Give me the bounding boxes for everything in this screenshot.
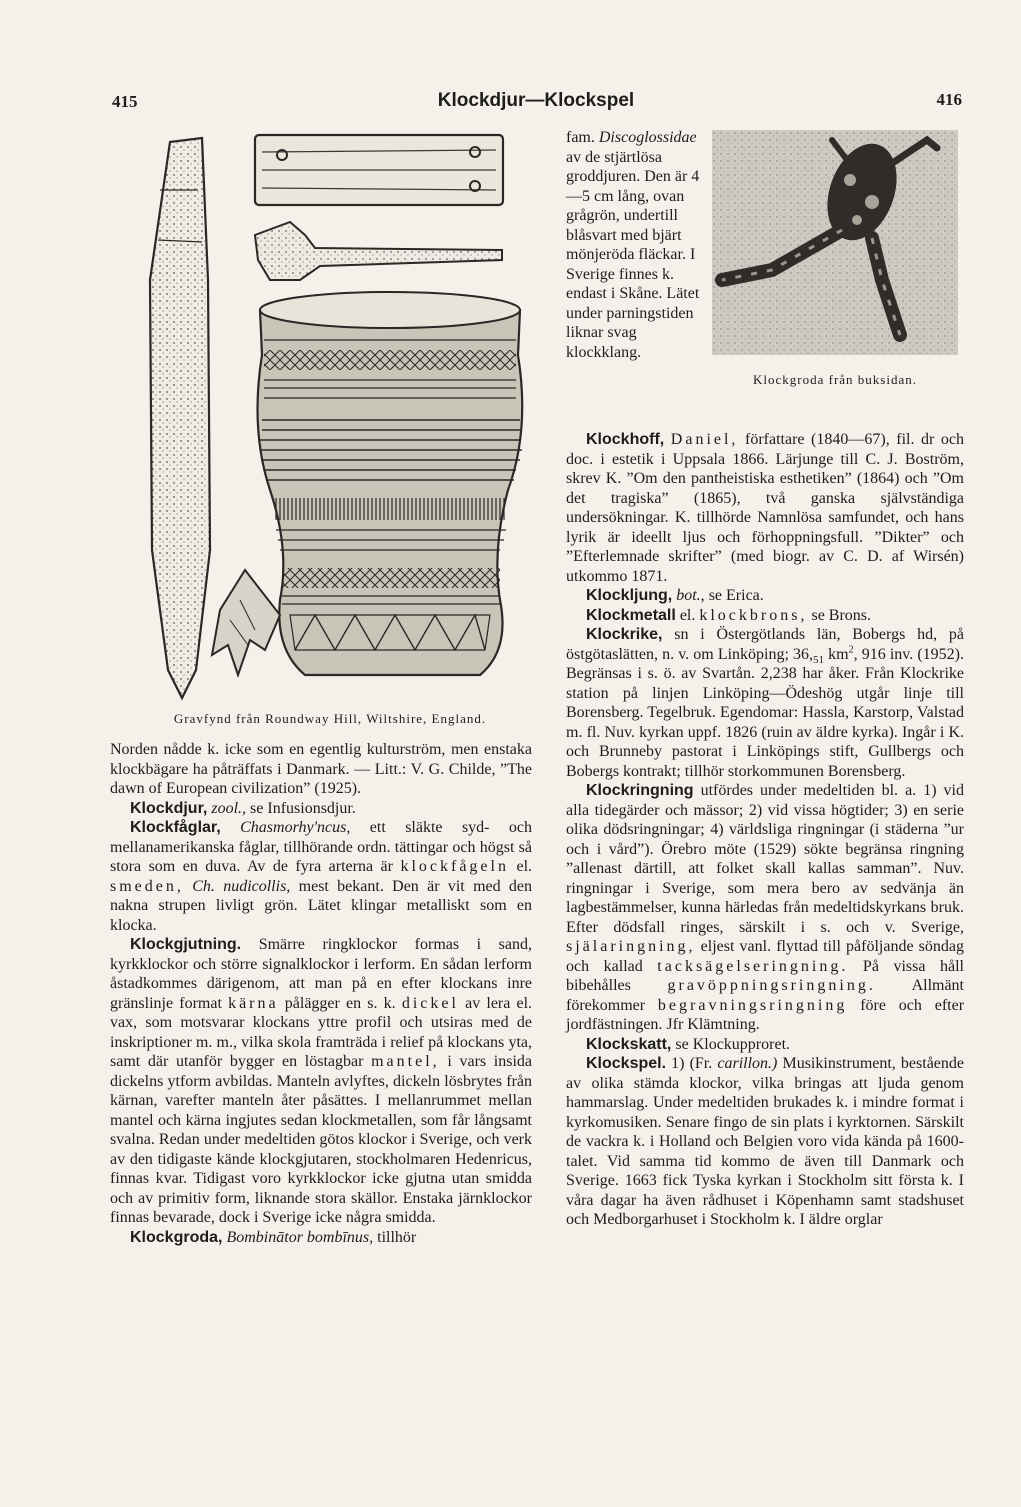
entry-text: , 916 inv. (1952). Begränsas i s. ö. av Svartån. 2,238 har åker. Från Klockrike station på linjen Linköping—Ödeshög utgår linje till Borensberg. Tegelbruk. Egendomar: Hassla, Karstorp, Valstad m. fl. Nuv. kyrkan uppf. 1826 (ruin av äldre kyrka). Ingår i K. och Brunneby pastorat i Linköpings stift, Gullbergs och Bobergs kontrakt; tillhör storkommunen Borensberg. (566, 645, 964, 780)
bell-frog-caption: Klockgroda från buksidan. (753, 372, 917, 387)
norden-paragraph (110, 740, 532, 799)
spaced-term: kärna (228, 994, 279, 1012)
entry-text: se Klockupproret. (675, 1035, 791, 1053)
entry-text: se Infusionsdjur. (250, 799, 356, 817)
superscript: 2 (848, 644, 854, 656)
bell-beaker-drawing (258, 292, 523, 675)
entry-text: sn i Östergötlands län, Bobergs hd, på östgötaslätten, n. v. om Linköping; 36, (566, 626, 964, 663)
latin-name: Discoglossidae (598, 129, 697, 146)
page-number-right: 416 (936, 90, 962, 109)
entry-text: mest bekant. Den är vit med den nakna strupen livligt grön. Lätet klingar metalliskt som en klocka. (110, 877, 533, 934)
entry-text: se Brons. (811, 606, 872, 624)
headword-klockgroda: Klockgroda, (130, 1228, 223, 1246)
entry-klockhoff (566, 430, 964, 586)
unit: km (828, 645, 849, 663)
headword-klockfaglar: Klockfåglar, (130, 819, 221, 836)
left-column (110, 740, 532, 1247)
klockgroda-continuation (566, 128, 706, 362)
spaced-term: tacksägelseringning. (657, 957, 849, 975)
entry-text: Musikinstrument, bestående av olika stämda klockor, vilka bringas att ljuda genom hammarslag. Under medeltiden brukades k. i mindre format i kyrkomusiken. Senare fingo de sin plats i kyrktornen. Särskilt de vackra k. i Holland och Belgien voro vida kända på 1600-talet. Vid samma tid kommo de även till Danmark och Sverige. 1663 fick Tyska kyrkan i Stockholm sitt första k. I våra dagar ha även rådhuset i Köpenhamn samt stadshuset och Medborgarhuset i Stockholm k. I äldre orglar (566, 1055, 964, 1228)
spaced-term: Daniel, (670, 431, 739, 448)
entry-text: före och efter jordfästningen. Jfr Klämtning. (566, 996, 965, 1033)
headword-klockdjur: Klockdjur, (130, 799, 208, 817)
dagger-drawing (150, 138, 210, 698)
headword-klockrike: Klockrike, (586, 626, 663, 643)
page-number-left: 415 (112, 92, 138, 111)
entry-text: se Erica. (708, 587, 764, 604)
entry-text: författare (1840—67), fil. dr och doc. i estetik i Uppsala 1866. Lärjunge till C. J. Boström, skrev K. ”Om den pantheistiska esthetiken” (1864) och ”Om det tragiska” (1865), två ganska självständiga undersökningar. K. tillhörde Namnlösa samfundet, och hans lyrik är ideellt ljus och förhoppningsfull. ”Dikter” och ”Efterlemnade skrifter” (med biogr. av C. D. af Wirsén) utkommo 1871. (566, 431, 965, 585)
spaced-term: dickel (401, 994, 459, 1012)
grave-finds-illustration (130, 130, 530, 705)
latin-name: carillon.) (717, 1055, 778, 1072)
headword-klockskatt: Klockskatt, (586, 1035, 672, 1053)
entry-text: ett släkte syd- och mellanamerikanska fåglar, tillhörande ordn. tättingar och högst så stora som en duva. Av de fyra arterna är (110, 819, 533, 875)
entry-text: På vissa håll bibehålles (566, 957, 965, 994)
entry-klockrike (566, 625, 964, 781)
entry-text: el. (679, 606, 696, 624)
entry-text: pålägger en s. k. (284, 994, 396, 1012)
right-column (566, 430, 964, 1230)
entry-klockgroda (110, 1228, 532, 1248)
headword-klockgjutning: Klockgjutning. (130, 936, 242, 953)
spaced-term: smeden, (110, 877, 184, 895)
entry-text: el. (516, 858, 533, 875)
latin-name: Bombinātor bombīnus, (226, 1228, 374, 1246)
entry-klockfaglar (110, 818, 532, 935)
entry-klockljung (566, 586, 964, 606)
decimal-subscript: 51 (813, 653, 825, 666)
entry-text: av lera el. vax, som motsvarar klockans yttre profil och utsiras med de inskriptioner m. m., vilka skola framträda i relief på klockans yta, samt där utanför bygger en löstagbar (110, 994, 533, 1070)
entry-text: eljest vanl. flyttad till påföljande söndag och kallad (566, 938, 964, 975)
entry-text: 1) (Fr. (671, 1055, 713, 1072)
spaced-term: gravöppningsringning. (667, 977, 876, 994)
domain-label: bot., (676, 587, 705, 604)
headword-klockspel: Klockspel. (586, 1055, 667, 1072)
flint-arrowhead-drawing (212, 570, 280, 675)
entry-klockskatt (566, 1035, 964, 1055)
entry-text: Allmänt förekommer (566, 977, 964, 1014)
headword-klockringning: Klockringning (586, 782, 694, 799)
spaced-term: begravningsringning (657, 996, 848, 1014)
entry-text: Smärre ringklockor formas i sand, kyrkklockor och större signalklockor i lerform. En sådan lerform åstadkommes därigenom, att man på en efter klockans inre gränslinje format (110, 936, 533, 1012)
latin-name: Ch. nudicollis, (192, 877, 291, 895)
spaced-term: klockfågeln (400, 858, 509, 875)
entry-text: av de stjärtlösa groddjuren. Den är 4—5 cm lång, ovan grågrön, undertill blåsvart med bjärt mönjeröda fläckar. I Sverige finnes k. endast i Skåne. Lätet under parningstiden liknar svag klockklang. (566, 148, 700, 361)
spaced-term: mantel, (371, 1053, 440, 1070)
right-column-narrow (566, 128, 706, 362)
grave-finds-caption: Gravfynd från Roundway Hill, Wiltshire, England. (173, 711, 487, 726)
domain-label: zool., (211, 799, 247, 817)
entry-klockgjutning (110, 935, 532, 1228)
latin-name: Chasmorhy'ncus, (240, 819, 351, 836)
entry-text: i vars insida dickelns ytform avbildas. Manteln avlyftes, dickeln lösbrytes från kärnan, varefter manteln åter påsättes. I mellanrummet mellan mantel och kärna ingjutes sedan klockmetallen, som får långsamt svalna. Redan under medeltiden götos klockor i Sverige, och verk av den tidigaste kände klockgjutaren, stockholmaren Hedenricus, finnas kvar. Tidigast voro kyrkklockor icke gjutna utan smidda och av primitiv form, liknande stora skällor. Enstaka järnklockor finnas bevarade, dock i Sverige icke några smidda. (110, 1053, 533, 1226)
running-head: Klockdjur—Klockspel (437, 90, 635, 111)
norden-text: Norden nådde k. icke som en egentlig kulturström, men enstaka klockbägare ha påträffats i Danmark. — Litt.: V. G. Childe, ”The dawn of European civilization” (1925). (110, 741, 532, 797)
spaced-term: klockbrons, (699, 606, 808, 624)
entry-klockdjur (110, 799, 532, 819)
headword-klockhoff: Klockhoff, (586, 431, 665, 448)
buckle-plate-drawing (255, 135, 503, 205)
bone-pin-drawing (255, 222, 502, 280)
page-header (110, 88, 962, 118)
entry-text: utfördes under medeltiden bl. a. 1) vid alla tidegärder och mässor; 2) vid vissa högtider; 3) en serie olika dödsringningar; 4) världsliga ringningar (i städerna ”ur och i vård”). Örebro möte (1529) sökte begränsa ringning ”allenast därtill, att folket skall kallas samman”. Nuv. ringningar i Sverige, som mera bero av sedvänja än lagbestämmelser, kunna härledas från medeltidskyrkans bruk. Efter dödsfall ringes, särskilt i s. och v. Sverige, (566, 782, 965, 936)
entry-text: tillhör (377, 1228, 417, 1246)
entry-klockringning (566, 781, 964, 1035)
headword-klockmetall: Klockmetall (586, 606, 676, 624)
entry-klockmetall (566, 606, 964, 626)
entry-klockspel (566, 1054, 964, 1230)
spaced-term: själaringning, (566, 938, 696, 955)
bell-frog-photo (712, 130, 958, 355)
headword-klockljung: Klockljung, (586, 587, 673, 604)
entry-text: fam. (566, 129, 595, 146)
